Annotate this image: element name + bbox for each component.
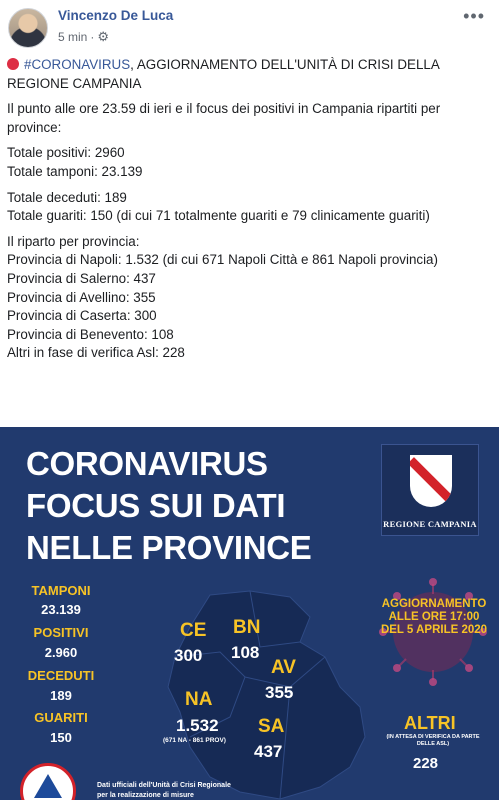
altri-value: 228 — [413, 755, 439, 772]
avatar[interactable] — [8, 8, 48, 48]
regione-campania-logo — [381, 444, 479, 536]
update-notice — [376, 598, 492, 637]
av-value: 355 — [265, 683, 294, 702]
provincia-napoli: Provincia di Napoli: 1.532 (di cui 671 Napoli Città e 861 Napoli provincia) — [7, 252, 438, 268]
positivi-value: 2.960 — [44, 645, 78, 660]
provincia-caserta: Provincia di Caserta: 300 — [7, 308, 157, 324]
title-line-2: FOCUS SUI DATI — [26, 487, 286, 524]
crest-icon — [410, 455, 452, 507]
intro-text: Il punto alle ore 23.59 di ieri e il focus dei positivi in Campania ripartiti per province: — [7, 101, 441, 135]
tamponi-label: TAMPONI — [31, 583, 91, 598]
deceduti-value: 189 — [50, 688, 72, 703]
more-icon[interactable]: ••• — [463, 6, 485, 26]
ce-code: CE — [180, 620, 207, 641]
guariti-value: 150 — [50, 730, 72, 745]
altri-note: (IN ATTESA DI VERIFICA DA PARTE DELLE ASL) — [386, 734, 480, 747]
title-line-3: NELLE PROVINCE — [26, 529, 312, 566]
provincia-avellino: Provincia di Avellino: 355 — [7, 289, 156, 305]
total-tamponi: Totale tamponi: 23.139 — [7, 163, 143, 179]
region-name: REGIONE CAMPANIA — [383, 519, 477, 529]
deceduti-label: DECEDUTI — [27, 668, 95, 683]
post-body — [7, 56, 492, 370]
provincia-salerno: Provincia di Salerno: 437 — [7, 270, 156, 286]
author-name[interactable]: Vincenzo De Luca — [58, 8, 174, 23]
altri-label: ALTRI — [404, 713, 456, 733]
positivi-label: POSITIVI — [33, 625, 89, 640]
sa-value: 437 — [254, 742, 283, 761]
na-code: NA — [185, 689, 213, 710]
tamponi-value: 23.139 — [41, 602, 81, 617]
protezione-civile-logo — [20, 763, 76, 800]
total-guariti: Totale guariti: 150 (di cui 71 totalmente guariti e 79 clinicamente guariti) — [7, 208, 430, 224]
red-circle-icon — [7, 58, 19, 70]
provincia-benevento: Provincia di Benevento: 108 — [7, 326, 174, 342]
headline — [7, 56, 492, 93]
post-time[interactable]: 5 min — [58, 30, 88, 44]
update-line-2: ALLE ORE 17:00 — [388, 611, 480, 623]
footer-line-1: Dati ufficiali dell'Unità di Crisi Regionale — [97, 782, 231, 789]
outcomes-block — [7, 189, 492, 226]
bn-code: BN — [233, 617, 261, 638]
province-block — [7, 233, 492, 363]
hashtag-link[interactable]: #CORONAVIRUS — [24, 57, 131, 72]
footer-note — [97, 781, 257, 800]
title-line-1: CORONAVIRUS — [26, 445, 268, 482]
na-note: (671 NA - 861 PROV) — [163, 737, 226, 744]
infographic-image[interactable] — [0, 427, 499, 800]
update-line-1: AGGIORNAMENTO — [381, 598, 487, 610]
sa-code: SA — [258, 716, 285, 737]
totals-block — [7, 144, 492, 181]
guariti-label: GUARITI — [34, 710, 88, 725]
altri-verifica: Altri in fase di verifica Asl: 228 — [7, 345, 185, 361]
av-code: AV — [271, 657, 296, 678]
riparto-heading: Il riparto per provincia: — [7, 233, 140, 249]
total-deceduti: Totale deceduti: 189 — [7, 189, 127, 205]
total-positivi: Totale positivi: 2960 — [7, 145, 125, 161]
infographic-title — [26, 443, 312, 569]
bn-value: 108 — [231, 643, 260, 662]
footer-line-2: per la realizzazione di misure — [97, 792, 194, 799]
post-meta: 5 min · ⚙ — [58, 29, 109, 44]
post-header — [0, 0, 499, 52]
headline-text: , AGGIORNAMENTO DELL'UNITÀ DI CRISI DELLA REGIONE CAMPANIA — [7, 57, 440, 91]
update-line-3: DEL 5 APRILE 2020 — [380, 624, 488, 636]
gear-icon[interactable]: ⚙ — [97, 29, 109, 44]
ce-value: 300 — [174, 646, 203, 665]
na-value: 1.532 — [176, 716, 219, 735]
